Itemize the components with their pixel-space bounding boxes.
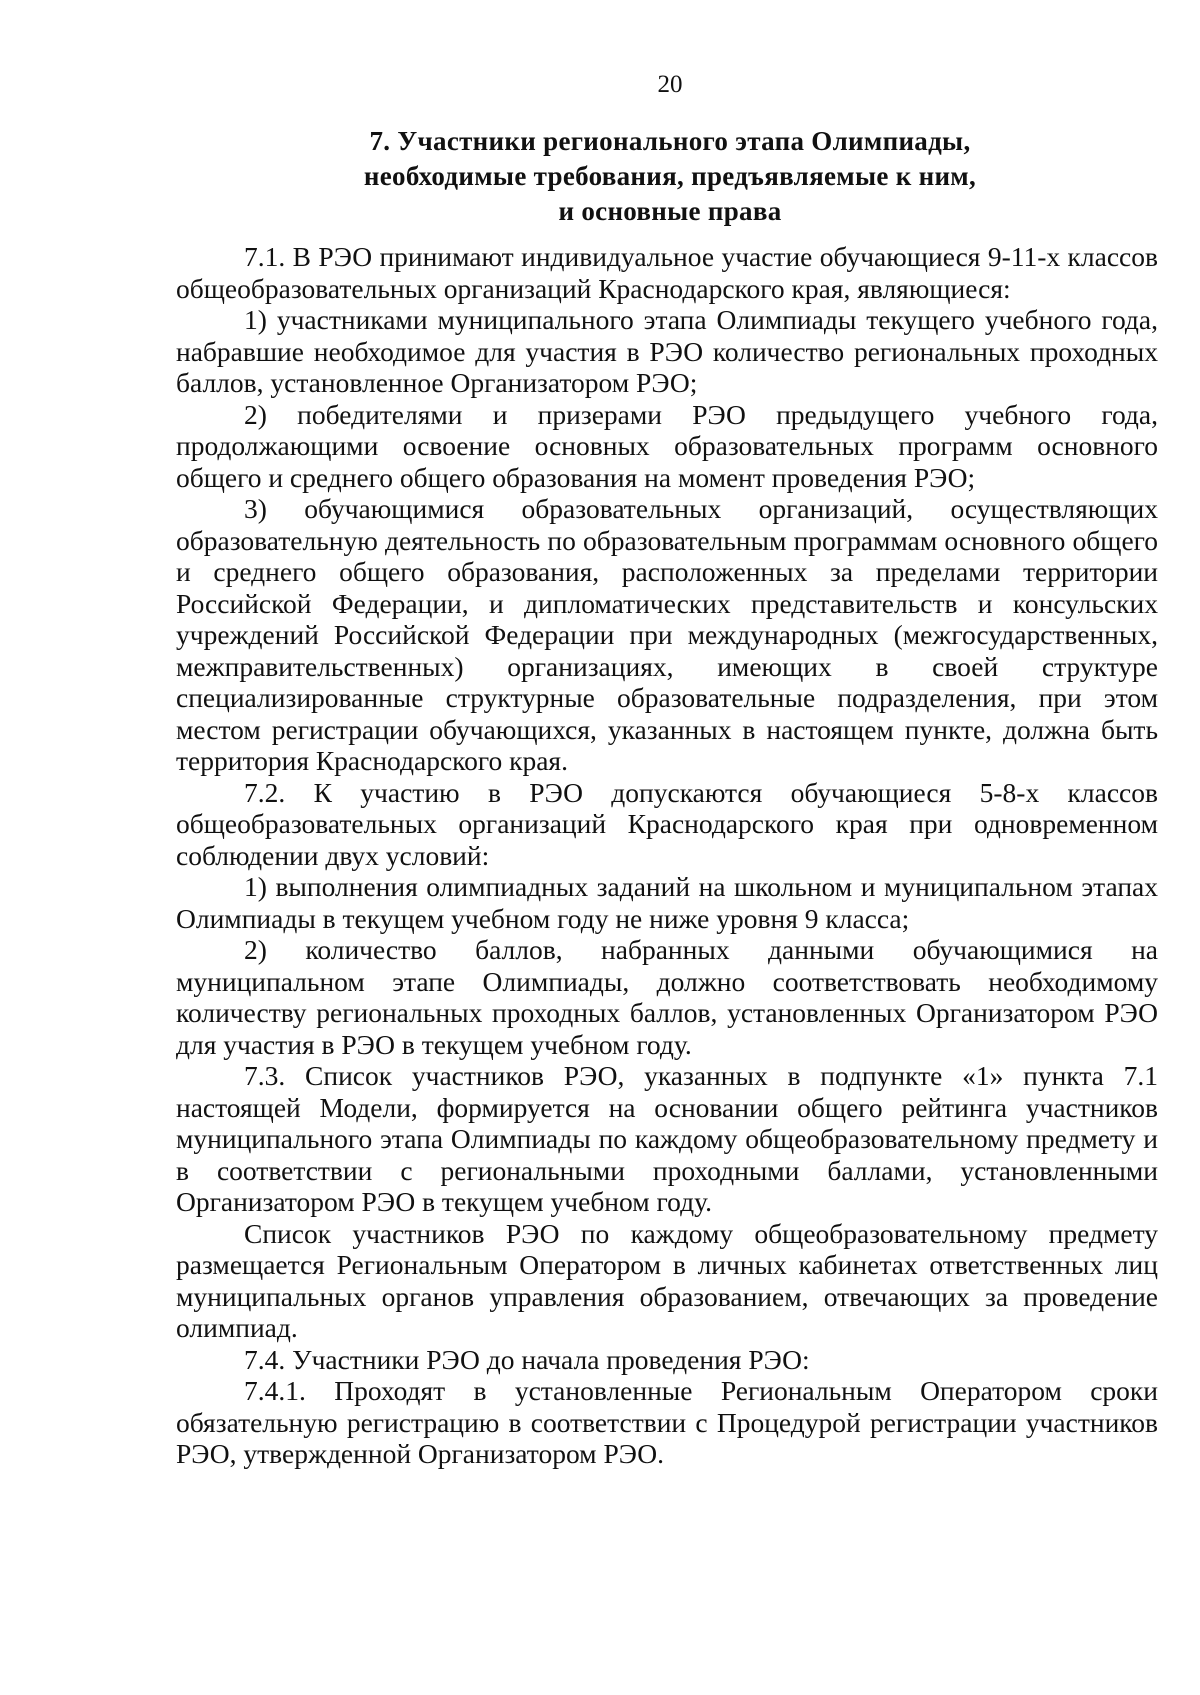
- paragraph-7-2: 7.2. К участию в РЭО допускаются обучающиеся 5-8-х классов общеобразовательных организаций Краснодарского края при одновременном соблюдении двух условий:: [176, 776, 1158, 871]
- page-number: 20: [657, 71, 683, 98]
- paragraph-7-1-item-2: 2) победителями и призерами РЭО предыдущего учебного года, продолжающими освоение основных образовательных программ основного общего и среднего общего образования на момент проведения РЭО;: [176, 398, 1158, 493]
- heading-line: 7. Участники регионального этапа Олимпиады,: [369, 126, 971, 156]
- section-heading: [176, 124, 1164, 229]
- paragraph-7-1-item-1: 1) участниками муниципального этапа Олимпиады текущего учебного года, набравшие необходимое для участия в РЭО количество региональных проходных баллов, установленное Организатором РЭО;: [176, 304, 1158, 398]
- heading-line: и основные права: [558, 196, 782, 226]
- paragraph-7-3-list: Список участников РЭО по каждому общеобразовательному предмету размещается Региональным Оператором в личных кабинетах ответственных лиц муниципальных органов управления образованием, отвечающих за проведение олимпиад.: [176, 1217, 1158, 1343]
- paragraph-7-1-item-3: 3) обучающимися образовательных организаций, осуществляющих образовательную деятельность по образовательным программам основного общего и среднего общего образования, расположенных за пределами территории Российской Федерации, и дипломатических представительств и консульских учреждений Российской Федерации при международных (межгосударственных, межправительственных) организациях, имеющих в своей структуре специализированные структурные образовательные подразделения, при этом местом регистрации обучающихся, указанных в настоящем пункте, должна быть территория Краснодарского края.: [176, 493, 1158, 776]
- heading-line: необходимые требования, предъявляемые к ним,: [363, 161, 977, 191]
- paragraph-7-1: 7.1. В РЭО принимают индивидуальное участие обучающиеся 9-11-х классов общеобразовательных организаций Краснодарского края, являющиеся:: [176, 241, 1158, 304]
- paragraph-7-4-1: 7.4.1. Проходят в установленные Региональным Оператором сроки обязательную регистрацию в соответствии с Процедурой регистрации участников РЭО, утвержденной Организатором РЭО.: [176, 1375, 1158, 1469]
- paragraph-7-2-item-2: 2) количество баллов, набранных данными обучающимися на муниципальном этапе Олимпиады, должно соответствовать необходимому количеству региональных проходных баллов, установленных Организатором РЭО для участия в РЭО в текущем учебном году.: [176, 934, 1158, 1060]
- paragraph-7-4: 7.4. Участники РЭО до начала проведения РЭО:: [244, 1343, 810, 1375]
- section-body: [176, 241, 1158, 1470]
- paragraph-7-2-item-1: 1) выполнения олимпиадных заданий на школьном и муниципальном этапах Олимпиады в текущем учебном году не ниже уровня 9 класса;: [176, 871, 1158, 934]
- paragraph-7-3: 7.3. Список участников РЭО, указанных в подпункте «1» пункта 7.1 настоящей Модели, формируется на основании общего рейтинга участников муниципального этапа Олимпиады по каждому общеобразовательному предмету и в соответствии с региональными проходными баллами, установленными Организатором РЭО в текущем учебном году.: [176, 1060, 1158, 1217]
